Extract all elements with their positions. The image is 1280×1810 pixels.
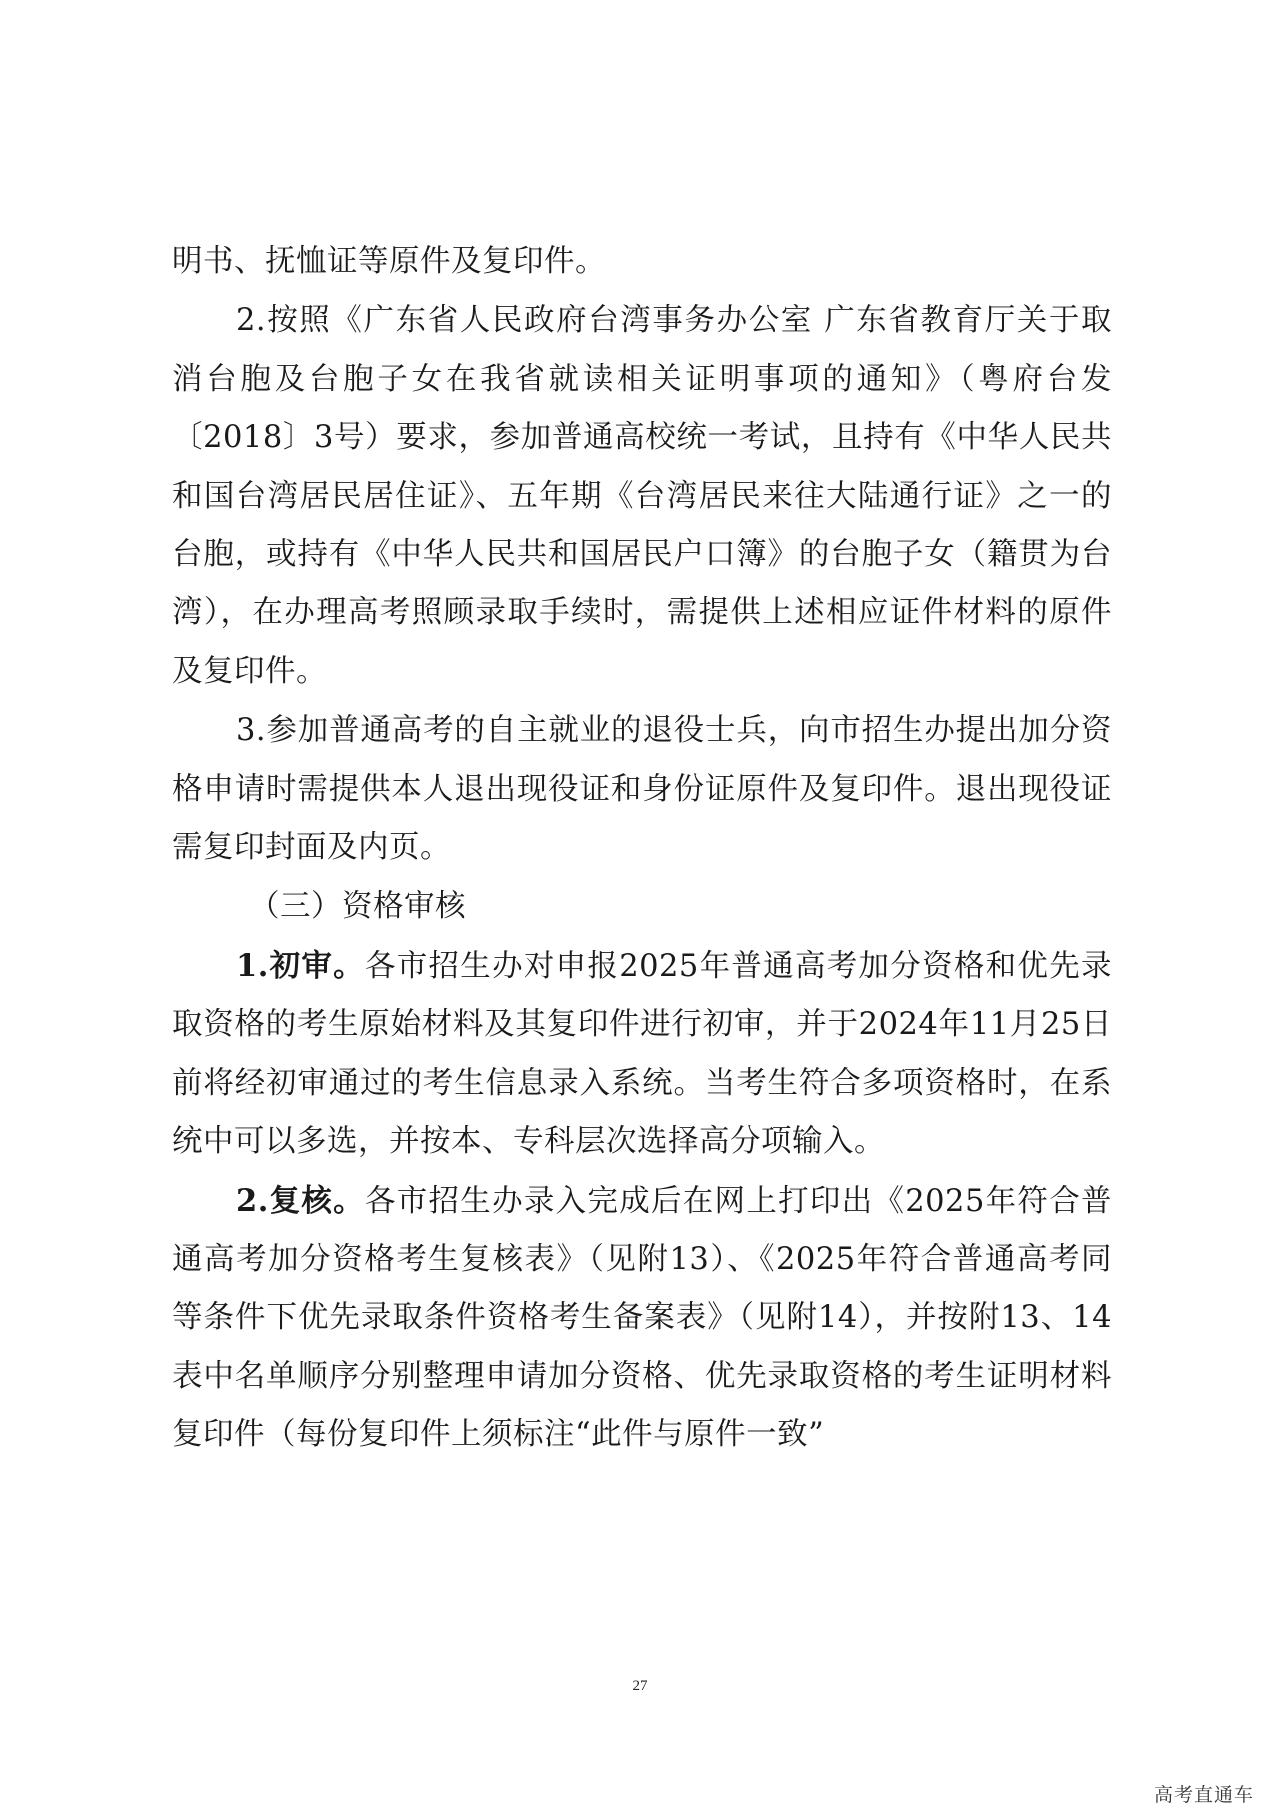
watermark-logo-text: 高考直通车 — [1153, 1784, 1254, 1806]
initial-review-lead: 1.初审。 — [236, 947, 365, 984]
paragraph-1-text: 明书、抚恤证等原件及复印件。 — [172, 244, 606, 279]
paragraph-3 — [172, 701, 1112, 877]
paragraph-2-text: 2.按照《广东省人民政府台湾事务办公室 广东省教育厅关于取消台胞及台胞子女在我省就读相关证明事项的通知》（粤府台发〔2018〕3号）要求，参加普通高校统一考试，且持有《中华人民共和国台湾居民居住证》、五年期《台湾居民来往大陆通行证》之一的台胞，或持有《中华人民共和国居民户口簿》的台胞子女（籍贯为台湾），在办理高考照顾录取手续时，需提供上述相应证件材料的原件及复印件。 — [172, 303, 1112, 689]
document-body — [172, 232, 1112, 1465]
section-heading — [172, 877, 1112, 936]
page-number: 27 — [632, 1678, 648, 1694]
initial-review-text: 各市招生办对申报2025年普通高考加分资格和优先录取资格的考生原始材料及其复印件进行初审，并于2024年11月25日前将经初审通过的考生信息录入系统。当考生符合多项资格时，在系统中可以多选，并按本、专科层次选择高分项输入。 — [172, 948, 1112, 1160]
paragraph-initial-review — [172, 937, 1112, 1172]
paragraph-2 — [172, 291, 1112, 701]
paragraph-3-text: 3.参加普通高考的自主就业的退役士兵，向市招生办提出加分资格申请时需提供本人退出现役证和身份证原件及复印件。退出现役证需复印封面及内页。 — [172, 713, 1112, 866]
recheck-text: 各市招生办录入完成后在网上打印出《2025年符合普通高考加分资格考生复核表》（见附13）、《2025年符合普通高考同等条件下优先录取条件资格考生备案表》（见附14），并按附13、14表中名单顺序分别整理申请加分资格、优先录取资格的考生证明材料复印件（每份复印件上须标注“此件与原件一致” — [172, 1183, 1112, 1453]
paragraph-recheck — [172, 1172, 1112, 1465]
paragraph-1 — [172, 232, 1112, 291]
recheck-lead: 2.复核。 — [236, 1182, 365, 1219]
section-heading-text: （三）资格审核 — [249, 889, 466, 925]
